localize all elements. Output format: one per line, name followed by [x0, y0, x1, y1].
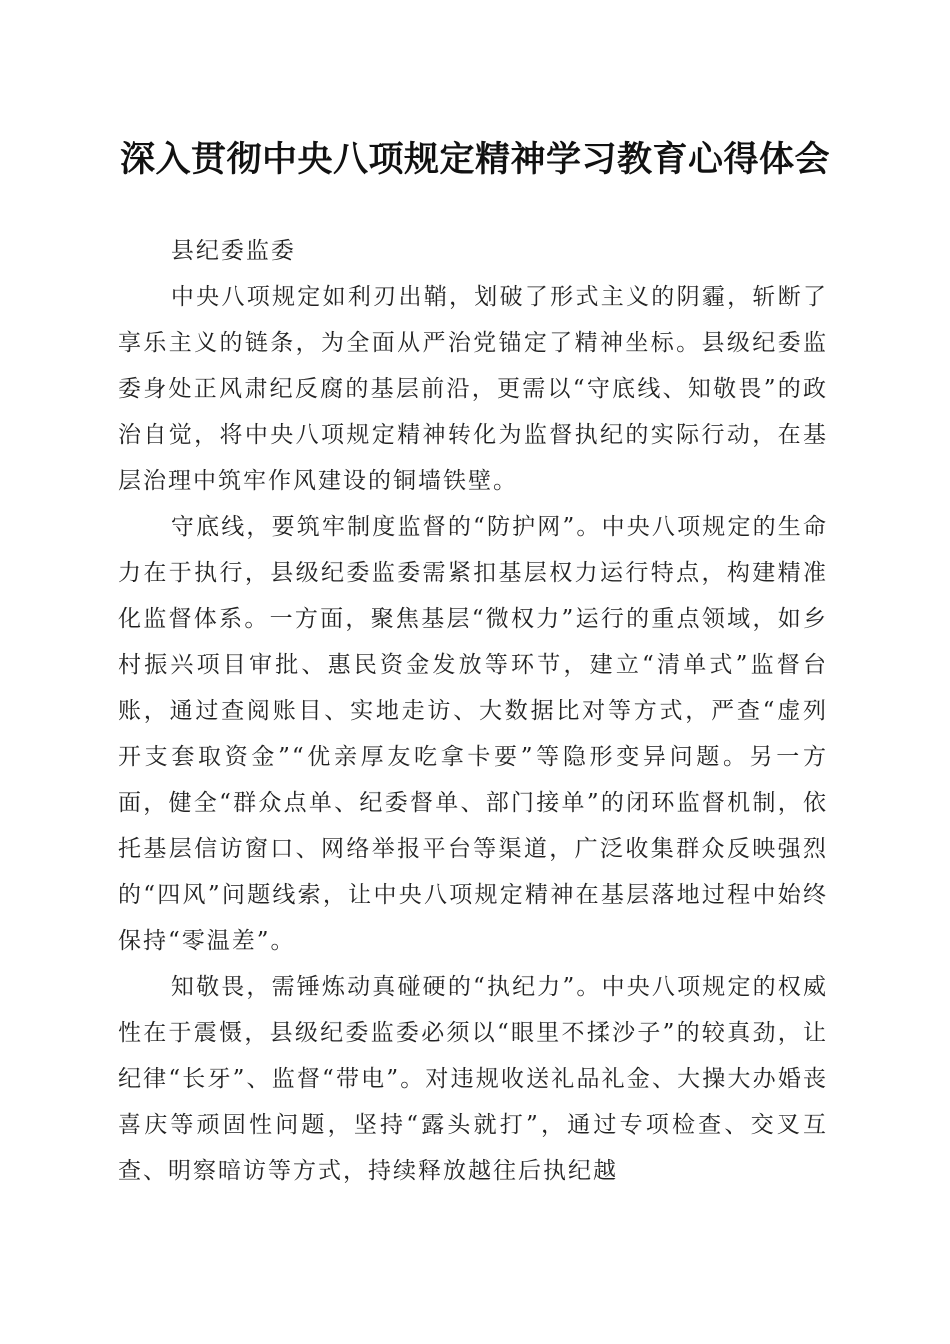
- document-body: [118, 228, 828, 1194]
- paragraph-3: 知敬畏，需锤炼动真碰硬的“执纪力”。中央八项规定的权威性在于震慑，县级纪委监委必须以“眼里不揉沙子”的较真劲，让纪律“长牙”、监督“带电”。对违规收送礼品礼金、大操大办婚丧喜庆等顽固性问题，坚持“露头就打”，通过专项检查、交叉互查、明察暗访等方式，持续释放越往后执纪越: [118, 974, 828, 1184]
- paragraph-2: 守底线，要筑牢制度监督的“防护网”。中央八项规定的生命力在于执行，县级纪委监委需紧扣基层权力运行特点，构建精准化监督体系。一方面，聚焦基层“微权力”运行的重点领域，如乡村振兴项目审批、惠民资金发放等环节，建立“清单式”监督台账，通过查阅账目、实地走访、大数据比对等方式，严查“虚列开支套取资金”“优亲厚友吃拿卡要”等隐形变异问题。另一方面，健全“群众点单、纪委督单、部门接单”的闭环监督机制，依托基层信访窗口、网络举报平台等渠道，广泛收集群众反映强烈的“四风”问题线索，让中央八项规定精神在基层落地过程中始终保持“零温差”。: [118, 514, 828, 954]
- author-line: 县纪委监委: [170, 238, 296, 264]
- paragraph-1: 中央八项规定如利刃出鞘，划破了形式主义的阴霾，斩断了享乐主义的链条，为全面从严治党锚定了精神坐标。县级纪委监委身处正风肃纪反腐的基层前沿，更需以“守底线、知敬畏”的政治自觉，将中央八项规定精神转化为监督执纪的实际行动，在基层治理中筑牢作风建设的铜墙铁壁。: [118, 284, 828, 494]
- document-title: 深入贯彻中央八项规定精神学习教育心得体会: [119, 139, 830, 180]
